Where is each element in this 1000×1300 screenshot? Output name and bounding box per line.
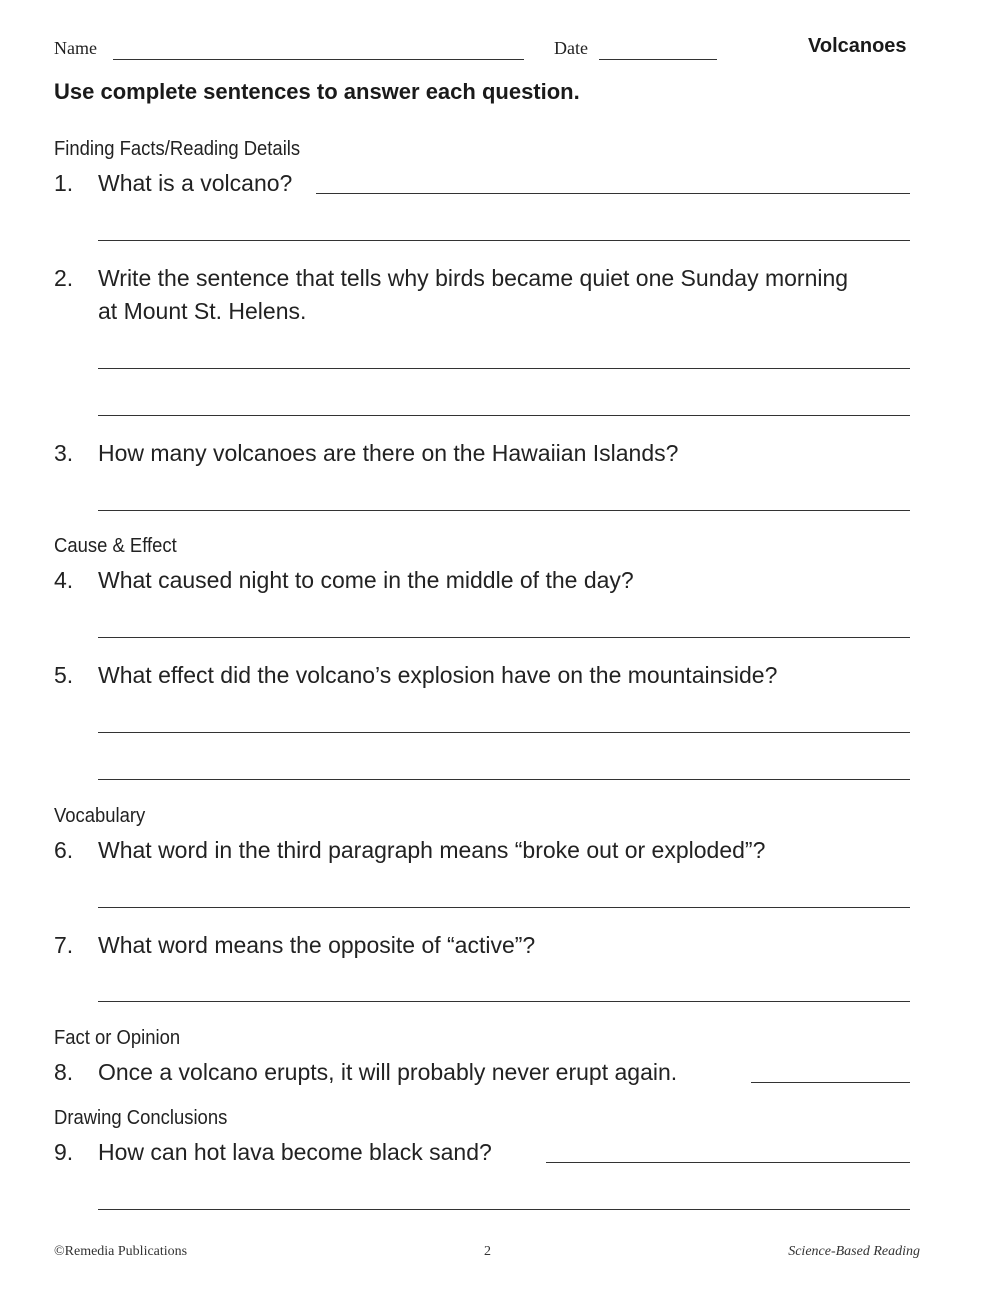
- question-text: What word in the third paragraph means “broke out or exploded”?: [98, 837, 766, 863]
- worksheet-title: Volcanoes: [808, 35, 907, 57]
- page-number: 2: [484, 1244, 491, 1259]
- question-text-line-2: at Mount St. Helens.: [98, 298, 307, 324]
- answer-line[interactable]: [98, 510, 910, 511]
- footer-copyright: ©Remedia Publications: [54, 1244, 188, 1259]
- question-number: 5.: [54, 662, 74, 688]
- question-number: 1.: [54, 170, 74, 196]
- question-number: 4.: [54, 567, 74, 593]
- question-number: 2.: [54, 265, 74, 291]
- question-text: How many volcanoes are there on the Hawaiian Islands?: [98, 440, 679, 466]
- question-text: How can hot lava become black sand?: [98, 1139, 492, 1165]
- date-label: Date: [554, 38, 588, 58]
- answer-line[interactable]: [751, 1082, 910, 1083]
- question-number: 9.: [54, 1139, 74, 1165]
- question-number: 7.: [54, 932, 74, 958]
- question-text: What is a volcano?: [98, 170, 293, 196]
- question-text: What effect did the volcano’s explosion have on the mountainside?: [98, 662, 778, 688]
- answer-line[interactable]: [98, 732, 910, 733]
- name-label: Name: [54, 38, 97, 58]
- question-number: 8.: [54, 1059, 74, 1085]
- answer-line[interactable]: [98, 779, 910, 780]
- answer-line[interactable]: [98, 415, 910, 416]
- answer-line[interactable]: [98, 368, 910, 369]
- answer-line[interactable]: [546, 1162, 910, 1163]
- section-heading-vocabulary: Vocabulary: [54, 804, 146, 827]
- section-heading-drawing-conclusions: Drawing Conclusions: [54, 1106, 228, 1129]
- answer-line[interactable]: [98, 1001, 910, 1002]
- question-number: 3.: [54, 440, 74, 466]
- answer-line[interactable]: [316, 193, 910, 194]
- answer-line[interactable]: [98, 637, 910, 638]
- instructions: Use complete sentences to answer each question.: [54, 79, 580, 104]
- date-field-line[interactable]: [599, 59, 717, 60]
- question-text: What word means the opposite of “active”?: [98, 932, 536, 958]
- question-number: 6.: [54, 837, 74, 863]
- section-heading-finding-facts: Finding Facts/Reading Details: [54, 137, 301, 160]
- question-text: Once a volcano erupts, it will probably never erupt again.: [98, 1059, 678, 1085]
- name-field-line[interactable]: [113, 59, 524, 60]
- section-heading-cause-effect: Cause & Effect: [54, 534, 177, 557]
- footer-series: Science-Based Reading: [788, 1244, 920, 1259]
- answer-line[interactable]: [98, 907, 910, 908]
- question-text: Write the sentence that tells why birds became quiet one Sunday morning: [98, 265, 849, 291]
- answer-line[interactable]: [98, 240, 910, 241]
- section-heading-fact-opinion: Fact or Opinion: [54, 1026, 181, 1049]
- question-text: What caused night to come in the middle of the day?: [98, 567, 634, 593]
- answer-line[interactable]: [98, 1209, 910, 1210]
